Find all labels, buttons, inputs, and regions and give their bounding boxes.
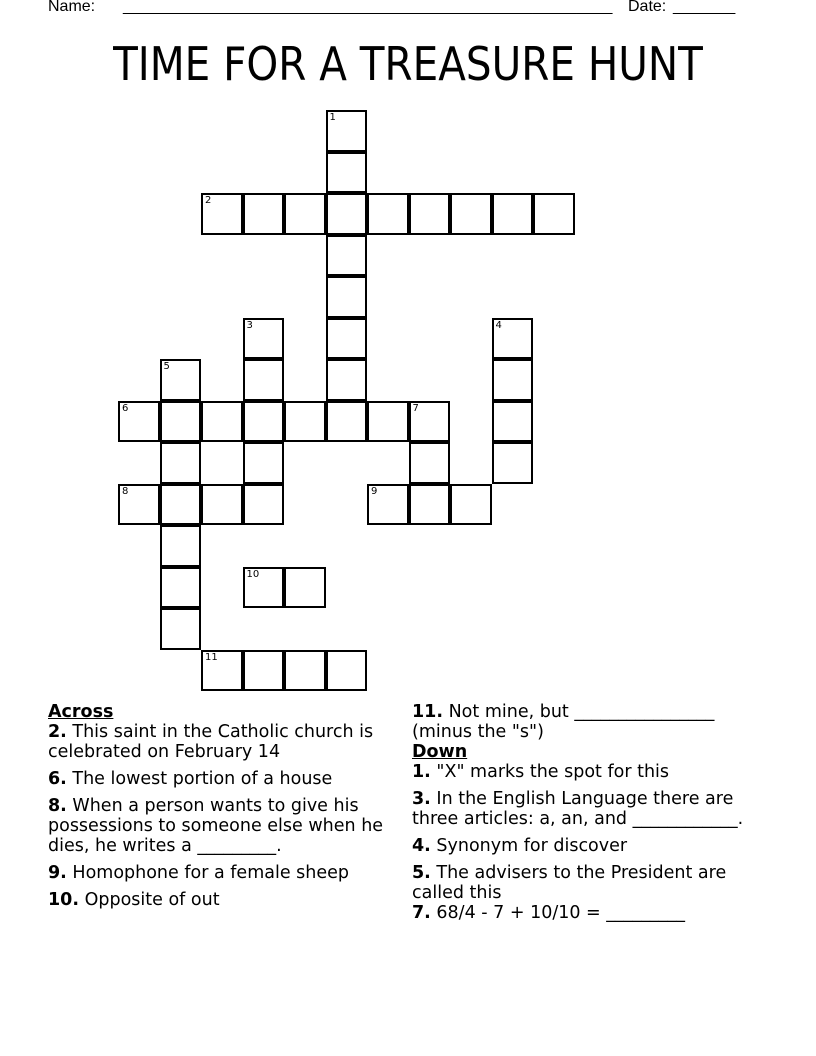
crossword-cell[interactable] [492, 359, 534, 401]
crossword-cell[interactable] [160, 567, 202, 609]
crossword-cell[interactable] [450, 193, 492, 235]
clue-number-label: 6 [122, 402, 129, 414]
crossword-cell[interactable] [450, 484, 492, 526]
crossword-cell[interactable] [326, 650, 368, 692]
date-label: Date: [628, 0, 667, 15]
clue-down-5 [412, 863, 772, 903]
crossword-cell[interactable] [533, 193, 575, 235]
crossword-cell[interactable] [201, 484, 243, 526]
crossword-cell[interactable] [326, 401, 368, 443]
clue-number: 7. [412, 903, 431, 923]
clue-number: 8. [48, 796, 67, 816]
crossword-cell[interactable] [492, 193, 534, 235]
clue-text: Homophone for a female sheep [72, 863, 350, 883]
crossword-cell[interactable] [160, 525, 202, 567]
clue-across-9 [48, 863, 398, 883]
crossword-cell[interactable] [367, 484, 409, 526]
crossword-cell[interactable] [160, 359, 202, 401]
crossword-cell[interactable] [243, 318, 285, 360]
clue-text: In the English Language there are three articles: a, an, and ____________. [412, 789, 744, 829]
clue-number: 2. [48, 722, 67, 742]
crossword-cell[interactable] [492, 442, 534, 484]
clues-right-column [412, 702, 772, 930]
down-heading: Down [412, 742, 468, 762]
clue-down-3 [412, 789, 772, 829]
crossword-cell[interactable] [201, 193, 243, 235]
clue-text: 68/4 - 7 + 10/10 = _________ [436, 903, 686, 923]
crossword-cell[interactable] [243, 484, 285, 526]
page-title: TIME FOR A TREASURE HUNT [113, 37, 703, 91]
clue-text: The lowest portion of a house [72, 769, 333, 789]
clue-down-1 [412, 762, 772, 782]
clue-number-label: 5 [163, 361, 170, 372]
clue-number: 9. [48, 863, 67, 883]
clue-across-11 [412, 702, 772, 742]
crossword-cell[interactable] [243, 567, 285, 609]
crossword-cell[interactable] [409, 484, 451, 526]
crossword-cell[interactable] [118, 484, 160, 526]
clue-number-label: 9 [371, 485, 378, 497]
clues-left-column [48, 702, 398, 917]
clue-text: The advisers to the President are called this [412, 863, 727, 903]
crossword-cell[interactable] [326, 235, 368, 277]
crossword-cell[interactable] [160, 484, 202, 526]
clue-text: "X" marks the spot for this [436, 762, 670, 782]
clue-number-label: 3 [246, 319, 253, 331]
clue-text: Opposite of out [84, 890, 220, 910]
clue-number-label: 11 [205, 651, 218, 663]
clue-number: 6. [48, 769, 67, 789]
clue-down-7 [412, 903, 772, 923]
clue-number-label: 8 [122, 485, 129, 497]
crossword-cell[interactable] [492, 401, 534, 443]
crossword-cell[interactable] [326, 276, 368, 318]
crossword-cell[interactable] [367, 193, 409, 235]
crossword-cell[interactable] [326, 359, 368, 401]
crossword-cell[interactable] [201, 650, 243, 692]
crossword-cell[interactable] [160, 608, 202, 650]
clue-number: 11. [412, 702, 444, 722]
crossword-cell[interactable] [409, 401, 451, 443]
clue-number: 4. [412, 836, 431, 856]
crossword-cell[interactable] [284, 193, 326, 235]
name-field-line[interactable]: _______________________________________________________ [123, 0, 613, 15]
crossword-cell[interactable] [367, 401, 409, 443]
crossword-cell[interactable] [492, 318, 534, 360]
crossword-cell[interactable] [326, 318, 368, 360]
across-heading: Across [48, 702, 114, 722]
crossword-cell[interactable] [409, 193, 451, 235]
crossword-cell[interactable] [409, 442, 451, 484]
clue-across-8 [48, 796, 398, 856]
clue-number-label: 10 [246, 568, 260, 580]
clue-number-label: 7 [412, 402, 419, 414]
crossword-cell[interactable] [326, 193, 368, 235]
crossword-cell[interactable] [201, 401, 243, 443]
clue-text: Not mine, but ________________ (minus the "s") [412, 702, 715, 742]
date-field-line[interactable]: _______ [673, 0, 736, 15]
crossword-cell[interactable] [326, 152, 368, 194]
clue-down-4 [412, 836, 772, 856]
clue-across-10 [48, 890, 398, 910]
crossword-cell[interactable] [243, 650, 285, 692]
crossword-cell[interactable] [243, 193, 285, 235]
clue-text: This saint in the Catholic church is celebrated on February 14 [48, 722, 374, 762]
crossword-cell[interactable] [243, 442, 285, 484]
clue-across-2 [48, 722, 398, 762]
clue-text: Synonym for discover [436, 836, 628, 856]
clue-number: 1. [412, 762, 431, 782]
crossword-cell[interactable] [243, 401, 285, 443]
crossword-cell[interactable] [326, 110, 368, 152]
clue-number-label: 1 [329, 112, 336, 123]
crossword-cell[interactable] [284, 567, 326, 609]
clue-number-label: 4 [495, 319, 502, 331]
clue-number: 3. [412, 789, 431, 809]
name-label: Name: [48, 0, 96, 15]
crossword-cell[interactable] [284, 401, 326, 443]
crossword-cell[interactable] [118, 401, 160, 443]
clue-number: 5. [412, 863, 431, 883]
crossword-cell[interactable] [243, 359, 285, 401]
clue-across-6 [48, 769, 398, 789]
crossword-cell[interactable] [160, 401, 202, 443]
clue-number: 10. [48, 890, 80, 910]
clue-number-label: 2 [205, 195, 212, 206]
crossword-cell[interactable] [284, 650, 326, 692]
crossword-cell[interactable] [160, 442, 202, 484]
clue-text: When a person wants to give his possessions to someone else when he dies, he writes a _________. [48, 796, 384, 856]
